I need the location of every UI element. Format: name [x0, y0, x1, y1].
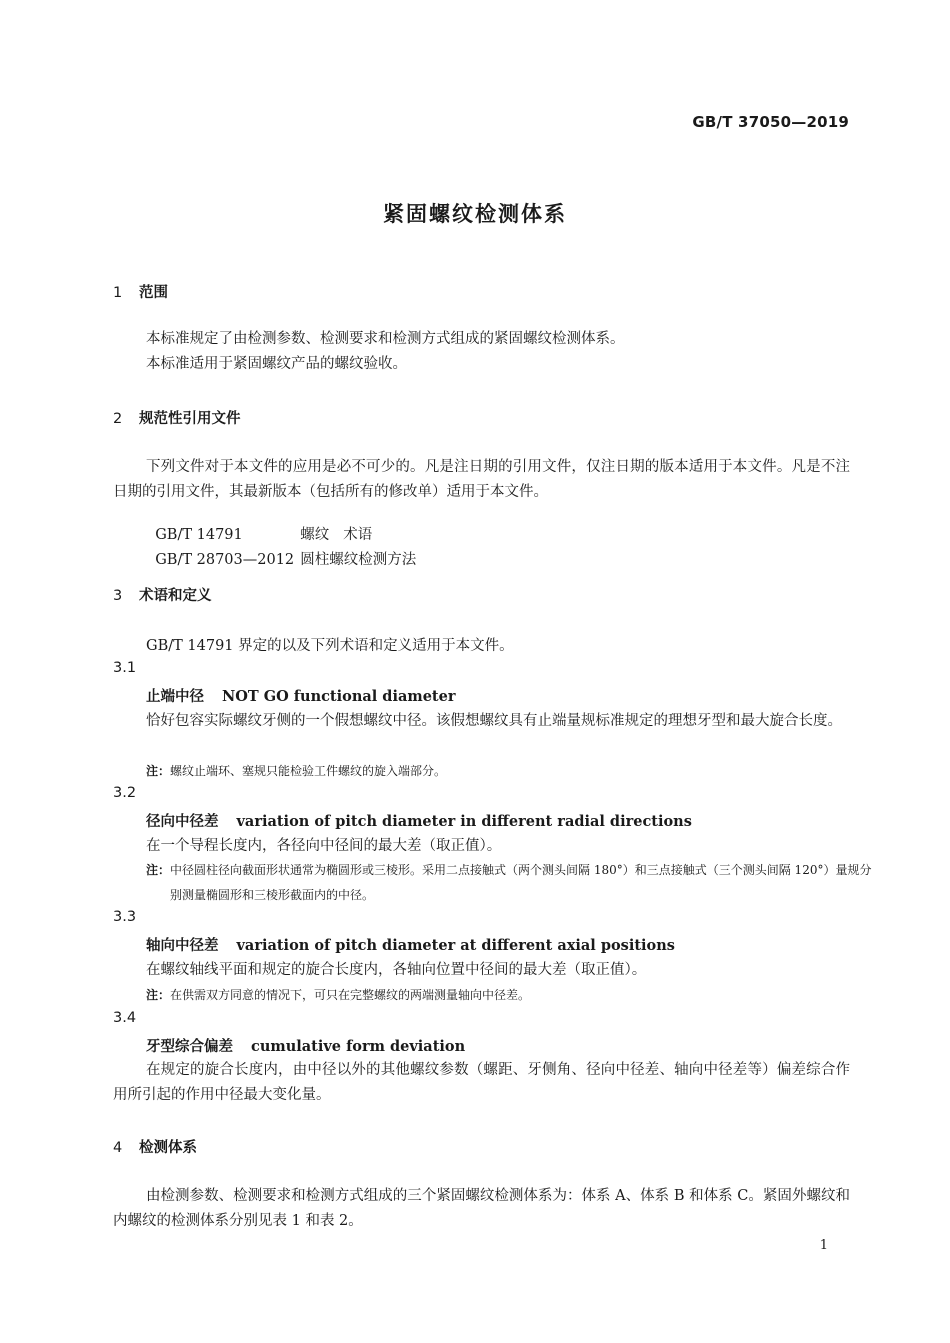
page-number: 1 [819, 1238, 828, 1253]
note-label: 注： [146, 863, 171, 877]
note-label: 注： [146, 988, 171, 1002]
reference-title: 圆柱螺纹检测方法 [300, 552, 417, 568]
term-definition: 在螺纹轴线平面和规定的旋合长度内，各轴向位置中径间的最大差（取正值）。 [146, 962, 647, 978]
section-number: 4 [113, 1140, 123, 1156]
reference-code: GB/T 14791 [155, 527, 243, 543]
note-label: 注： [146, 764, 171, 778]
term-en: variation of pitch diameter at different axial positions [236, 937, 675, 954]
term-definition: 在一个导程长度内，各径向中径间的最大差（取正值）。 [146, 838, 502, 854]
reference-code: GB/T 28703—2012 [155, 552, 295, 568]
terms-intro: GB/T 14791 界定的以及下列术语和定义适用于本文件。 [146, 638, 514, 654]
scope-paragraph-1: 本标准规定了由检测参数、检测要求和检测方式组成的紧固螺纹检测体系。 [146, 331, 625, 347]
note-text: 螺纹止端环、塞规只能检验工件螺纹的旋入端部分。 [170, 764, 447, 778]
term-cn: 轴向中径差 [146, 938, 219, 954]
reference-item [146, 532, 416, 569]
section-number: 1 [113, 285, 123, 301]
standard-code: GB/T 37050—2019 [692, 113, 849, 131]
term-note [146, 983, 850, 1008]
term-cn: 牙型综合偏差 [146, 1039, 233, 1055]
reference-title: 术语 [343, 527, 373, 543]
section-title: 范围 [139, 285, 168, 301]
scope-paragraph-2: 本标准适用于紧固螺纹产品的螺纹验收。 [146, 356, 407, 372]
term-definition: 恰好包容实际螺纹牙侧的一个假想螺纹中径。该假想螺纹具有止端量规标准规定的理想牙型和最大旋合长度。 [146, 713, 842, 729]
section-title: 检测体系 [139, 1140, 197, 1156]
section-3-heading [113, 584, 212, 605]
term-number: 3.3 [113, 909, 137, 925]
term-number: 3.1 [113, 660, 137, 676]
document-title: 紧固螺纹检测体系 [383, 202, 567, 226]
term-definition: 在规定的旋合长度内，由中径以外的其他螺纹参数（螺距、牙侧角、径向中径差、轴向中径差等）偏差综合作用所引起的作用中径最大变化量。 [113, 1062, 850, 1103]
term-heading [146, 685, 455, 706]
term-cn: 径向中径差 [146, 814, 219, 830]
section-1-heading [113, 281, 168, 302]
term-heading [146, 810, 692, 831]
section-title: 术语和定义 [139, 588, 212, 604]
term-en: cumulative form deviation [251, 1038, 466, 1055]
term-en: variation of pitch diameter in different radial directions [236, 813, 692, 830]
term-note [146, 759, 850, 784]
references-paragraph: 下列文件对于本文件的应用是必不可少的。凡是注日期的引用文件，仅注日期的版本适用于本文件。凡是不注日期的引用文件，其最新版本（包括所有的修改单）适用于本文件。 [113, 459, 850, 500]
term-cn: 止端中径 [146, 689, 204, 705]
term-number: 3.4 [113, 1010, 137, 1026]
section-title: 规范性引用文件 [139, 411, 241, 427]
section-number: 3 [113, 588, 123, 604]
term-note [146, 858, 874, 908]
section-4-heading [113, 1136, 197, 1157]
term-heading [146, 934, 675, 955]
note-text: 中径圆柱径向截面形状通常为椭圆形或三棱形。采用二点接触式（两个测头间隔 180°）和三点接触式（三个测头间隔 120°）量规分别测量椭圆形和三棱形截面内的中径。 [170, 863, 872, 902]
reference-title: 螺纹 [300, 527, 330, 543]
section-2-heading [113, 407, 241, 428]
system-paragraph: 由检测参数、检测要求和检测方式组成的三个紧固螺纹检测体系为：体系 A、体系 B 和体系 C。紧固外螺纹和内螺纹的检测体系分别见表 1 和表 2。 [113, 1188, 850, 1229]
term-number: 3.2 [113, 785, 137, 801]
note-text: 在供需双方同意的情况下，可只在完整螺纹的两端测量轴向中径差。 [170, 988, 531, 1002]
section-number: 2 [113, 411, 123, 427]
term-heading [146, 1035, 465, 1056]
term-en: NOT GO functional diameter [222, 688, 456, 705]
